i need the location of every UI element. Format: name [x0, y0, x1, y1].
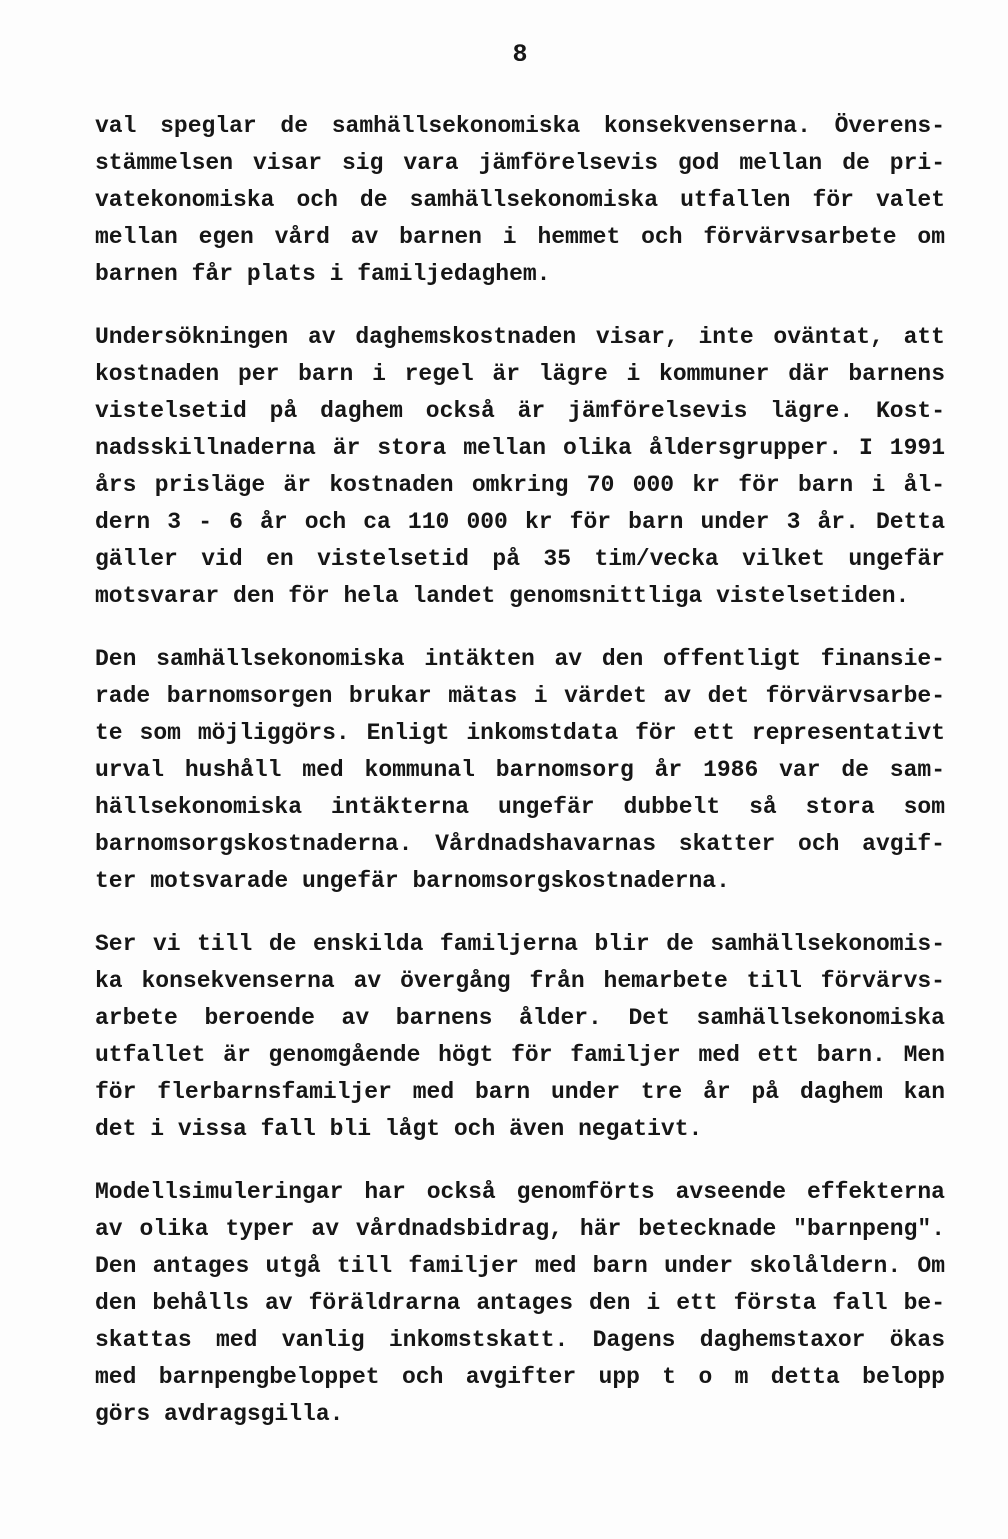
text-line: kostnaden per barn i regel är lägre i kommuner där barnens [95, 361, 945, 387]
paragraph [95, 926, 945, 1148]
text-line: rade barnomsorgen brukar mätas i värdet av det förvärvsarbe- [95, 683, 945, 709]
text-line: te som möjliggörs. Enligt inkomstdata för ett representativt [95, 720, 945, 746]
text-line: Undersökningen av daghemskostnaden visar, inte oväntat, att [95, 324, 945, 350]
text-line: utfallet är genomgående högt för familjer med ett barn. Men [95, 1042, 945, 1068]
text-line: urval hushåll med kommunal barnomsorg år 1986 var de sam- [95, 757, 945, 783]
text-line: vistelsetid på daghem också är jämförelsevis lägre. Kost- [95, 398, 945, 424]
paragraph [95, 1174, 945, 1433]
text-line: arbete beroende av barnens ålder. Det samhällsekonomiska [95, 1005, 945, 1031]
text-line: hällsekonomiska intäkterna ungefär dubbelt så stora som [95, 794, 945, 820]
text-line: för flerbarnsfamiljer med barn under tre år på daghem kan [95, 1079, 945, 1105]
page-number: 8 [512, 40, 528, 69]
paragraph [95, 319, 945, 615]
text-line: den behålls av föräldrarna antages den i ett första fall be- [95, 1290, 945, 1316]
text-line: dern 3 - 6 år och ca 110 000 kr för barn under 3 år. Detta [95, 509, 945, 535]
text-line: Den samhällsekonomiska intäkten av den offentligt finansie- [95, 646, 945, 672]
text-line: val speglar de samhällsekonomiska konsekvenserna. Överens- [95, 113, 945, 139]
text-line: Ser vi till de enskilda familjerna blir de samhällsekonomis- [95, 931, 945, 957]
text-line: ter motsvarade ungefär barnomsorgskostnaderna. [95, 868, 730, 894]
text-line: skattas med vanlig inkomstskatt. Dagens daghemstaxor ökas [95, 1327, 945, 1353]
text-line: Modellsimuleringar har också genomförts avseende effekterna [95, 1179, 945, 1205]
text-line: det i vissa fall bli lågt och även negativt. [95, 1116, 703, 1142]
text-line: stämmelsen visar sig vara jämförelsevis god mellan de pri- [95, 150, 945, 176]
paragraph [95, 108, 945, 293]
paragraph [95, 641, 945, 900]
text-line: barnen får plats i familjedaghem. [95, 261, 551, 287]
text-line: görs avdragsgilla. [95, 1401, 344, 1427]
text-line: av olika typer av vårdnadsbidrag, här betecknade "barnpeng". [95, 1216, 945, 1242]
text-line: nadsskillnaderna är stora mellan olika åldersgrupper. I 1991 [95, 435, 945, 461]
text-line: ka konsekvenserna av övergång från hemarbete till förvärvs- [95, 968, 945, 994]
text-line: mellan egen vård av barnen i hemmet och förvärvsarbete om [95, 224, 945, 250]
text-line: vatekonomiska och de samhällsekonomiska utfallen för valet [95, 187, 945, 213]
text-line: med barnpengbeloppet och avgifter upp t o m detta belopp [95, 1364, 945, 1390]
text-line: motsvarar den för hela landet genomsnittliga vistelsetiden. [95, 583, 910, 609]
text-line: gäller vid en vistelsetid på 35 tim/vecka vilket ungefär [95, 546, 945, 572]
text-line: års prisläge är kostnaden omkring 70 000 kr för barn i ål- [95, 472, 945, 498]
text-line: barnomsorgskostnaderna. Vårdnadshavarnas skatter och avgif- [95, 831, 945, 857]
text-line: Den antages utgå till familjer med barn under skolåldern. Om [95, 1253, 945, 1279]
text-body [95, 108, 945, 1433]
